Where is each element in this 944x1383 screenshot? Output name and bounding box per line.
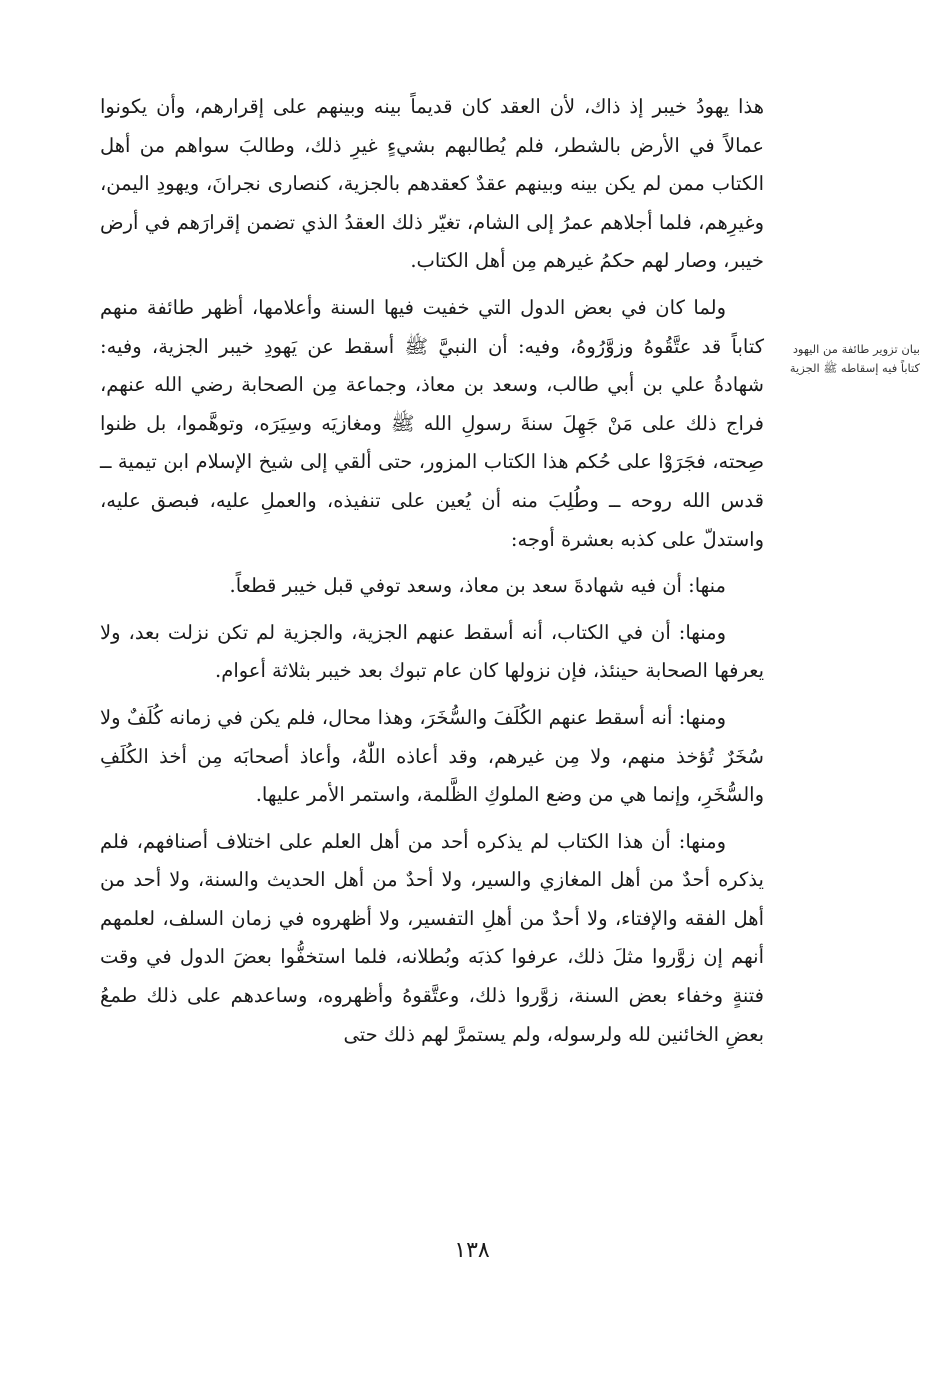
main-text-column [100, 88, 764, 1062]
paragraph-reason-scholars: ومنها: أن هذا الكتاب لم يذكره أحد من أهل العلم على اختلاف أصنافهم، فلم يذكره أحدٌ من أهل المغازي والسير، ولا أحدٌ من أهل الحديث والسنة، ولا أحد من أهل الفقه والإفتاء، ولا أحدٌ من أهلِ التفسير، ولا أظهروه في زمان السلف، لعلمهم أنهم إن زوَّروا مثلَ ذلك، عرفوا كذبَه وبُطلانه، فلما استخفُّوا بعضَ الدول في وقت فتنةٍ وخفاء بعض السنة، زوَّروا ذلك، وعتَّقوهُ وأظهروه، وساعدهم على ذلك طمعُ بعضِ الخائنين لله ولرسوله، ولم يستمرَّ لهم ذلك حتى [100, 829, 764, 1046]
page-number: ١٣٨ [454, 1238, 490, 1263]
paragraph-reason-sad: منها: أن فيه شهادةَ سعد بن معاذ، وسعد توفي قبل خيبر قطعاً. [229, 574, 726, 598]
paragraph-reason-kulaf: ومنها: أنه أسقط عنهم الكُلَفَ والسُّخَرَ، وهذا محال، فلم يكن في زمانه كُلَفٌ ولا سُخَرٌ تُؤخذ منهم، ولا مِن غيرهم، وقد أعاذه اللّٰهُ، وأعاذ أصحابَه مِن أخذ الكُلَفِ والسُّخَرِ، وإنما هي من وضع الملوكِ الظَّلمة، واستمر الأمر عليها. [100, 705, 764, 807]
paragraph-forged-document: ولما كان في بعض الدول التي خفيت فيها السنة وأعلامها، أظهر طائفة منهم كتاباً قد عتَّقُوهُ وزوَّرُوهُ، وفيه: أن النبيَّ ﷺ أسقط عن يَهودِ خيبر الجزية، وفيه: شهادةُ علي بن أبي طالب، وسعد بن معاذ، وجماعة مِن الصحابة رضي الله عنهم، فراج ذلك على مَنْ جَهِلَ سنةَ رسولِ الله ﷺ ومغازيَه وسِيَرَه، وتوهَّموا، بل ظنوا صِحته، فجَرَوْا على حُكم هذا الكتاب المزور، حتى ألقي إلى شيخ الإسلام ابن تيمية ــ قدس الله روحه ــ وطُلِبَ منه أن يُعين على تنفيذه، والعملِ عليه، فبصق عليه، واستدلّ على كذبه بعشرة أوجه: [100, 295, 764, 551]
margin-note: بيان تزوير طائفة من اليهود كتاباً فيه إسقاطه ﷺ الجزية [789, 342, 920, 375]
paragraph-continuation: هذا يهودُ خيبر إذ ذاك، لأن العقد كان قديماً بينه وبينهم على إقرارهم، وأن يكونوا عمالاً في الأرض بالشطر، فلم يُطالبهم بشيءٍ غيرِ ذلك، وطالبَ سواهم من أهل الكتاب ممن لم يكن بينه وبينهم عقدٌ كعقدهم بالجزية، كنصارى نجرانَ، ويهودِ اليمن، وغيرِهم، فلما أجلاهم عمرُ إلى الشام، تغيّر ذلك العقدُ الذي تضمن إقرارَهم في أرض خيبر، وصار لهم حكمُ غيرهم مِن أهل الكتاب. [100, 95, 764, 273]
paragraph-reason-jizya: ومنها: أن في الكتاب، أنه أسقط عنهم الجزية، والجزية لم تكن نزلت بعد، ولا يعرفها الصحابة حينئذ، فإن نزولها كان عام تبوك بعد خيبر بثلاثة أعوام. [100, 620, 764, 683]
